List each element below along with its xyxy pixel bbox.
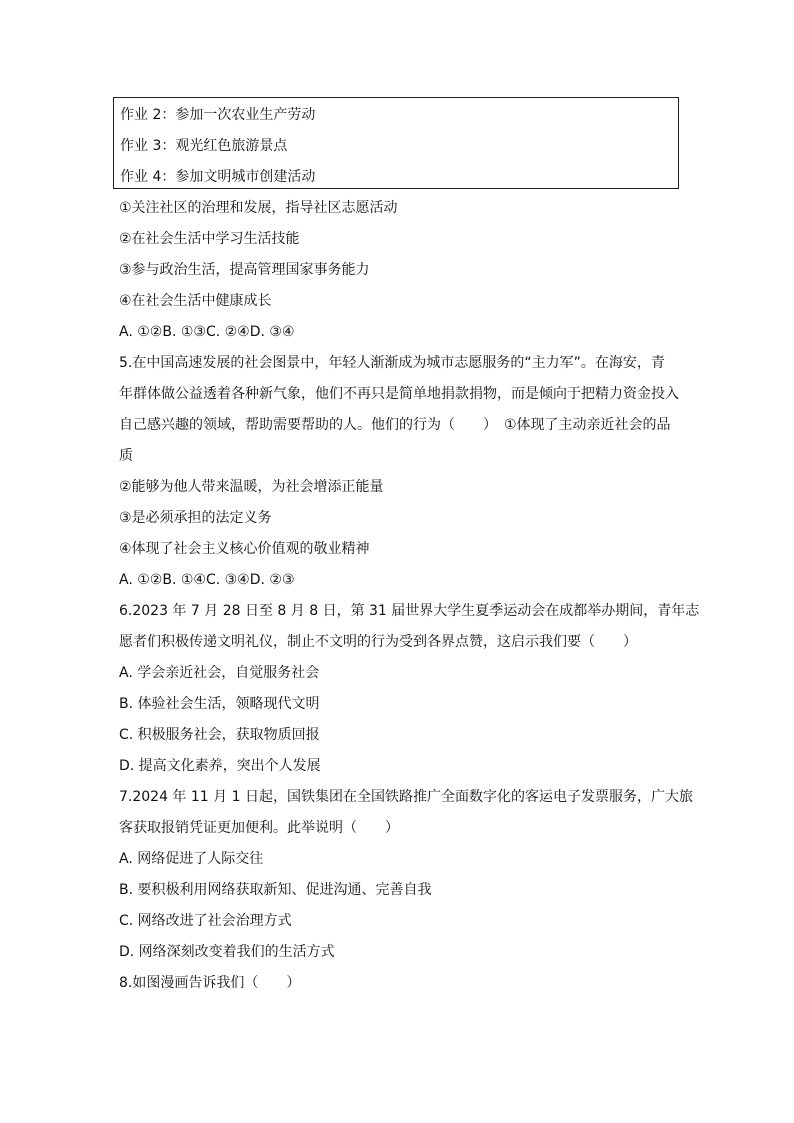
homework-item-2: 作业 2：参加一次农业生产劳动: [120, 107, 316, 123]
homework-box: [113, 97, 679, 189]
q7-stem-line-2: 客获取报销凭证更加便利。此举说明（ ）: [119, 820, 399, 836]
q4-options: A. ①②B. ①③C. ②④D. ③④: [119, 324, 295, 340]
q4-statement-1: ①关注社区的治理和发展，指导社区志愿活动: [119, 200, 398, 216]
homework-item-3: 作业 3：观光红色旅游景点: [120, 138, 288, 154]
q4-statement-2: ②在社会生活中学习生活技能: [119, 231, 300, 247]
q7-option-a: A. 网络促进了人际交往: [119, 851, 264, 867]
q5-options: A. ①②B. ①④C. ③④D. ②③: [119, 572, 295, 588]
question-content: [119, 193, 700, 999]
q4-statement-3: ③参与政治生活，提高管理国家事务能力: [119, 262, 370, 278]
q5-stem-line-3: 自己感兴趣的领域，帮助需要帮助的人。他们的行为（ ） ①体现了主动亲近社会的品: [119, 417, 671, 433]
homework-item-4: 作业 4：参加文明城市创建活动: [120, 169, 316, 185]
q6-option-b: B. 体验社会生活，领略现代文明: [119, 696, 320, 712]
q6-option-a: A. 学会亲近社会，自觉服务社会: [119, 665, 320, 681]
q7-stem-line-1: 7.2024 年 11 月 1 日起，国铁集团在全国铁路推广全面数字化的客运电子发票服务，广大旅: [119, 789, 693, 805]
q5-statement-3: ③是必须承担的法定义务: [119, 510, 272, 526]
q7-option-d: D. 网络深刻改变着我们的生活方式: [119, 944, 335, 960]
q5-stem-line-2: 年群体做公益透着各种新气象，他们不再只是简单地捐款捐物，而是倾向于把精力资金投入: [119, 386, 679, 402]
q6-stem-line-2: 愿者们积极传递文明礼仪，制止不文明的行为受到各界点赞，这启示我们要（ ）: [119, 634, 637, 650]
q7-option-c: C. 网络改进了社会治理方式: [119, 913, 292, 929]
q6-option-c: C. 积极服务社会，获取物质回报: [119, 727, 320, 743]
q5-statement-4: ④体现了社会主义核心价值观的敬业精神: [119, 541, 370, 557]
q5-stem-line-4: 质: [119, 448, 133, 464]
q5-statement-2: ②能够为他人带来温暖，为社会增添正能量: [119, 479, 384, 495]
q8-stem: 8.如图漫画告诉我们（ ）: [119, 975, 301, 991]
q5-stem-line-1: 5.在中国高速发展的社会图景中，年轻人渐渐成为城市志愿服务的“主力军”。在海安，青: [119, 355, 665, 371]
q4-statement-4: ④在社会生活中健康成长: [119, 293, 272, 309]
q6-option-d: D. 提高文化素养，突出个人发展: [119, 758, 321, 774]
q7-option-b: B. 要积极利用网络获取新知、促进沟通、完善自我: [119, 882, 432, 898]
q6-stem-line-1: 6.2023 年 7 月 28 日至 8 月 8 日，第 31 届世界大学生夏季运动会在成都举办期间，青年志: [119, 603, 700, 619]
